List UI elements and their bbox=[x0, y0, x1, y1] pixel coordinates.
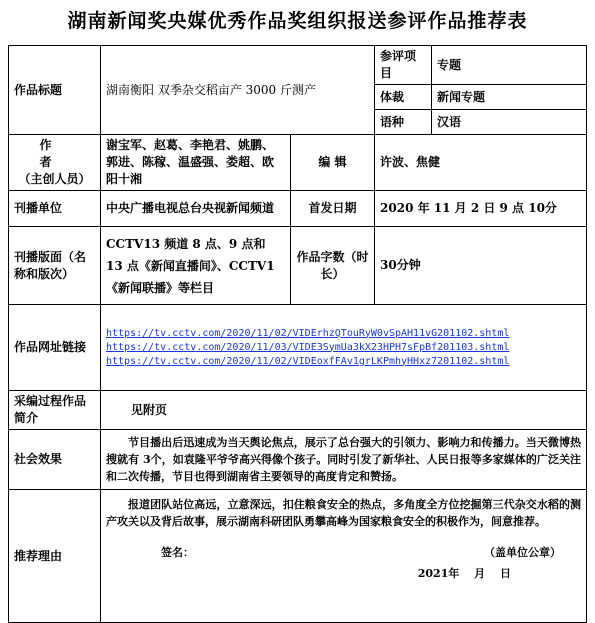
signature-row bbox=[106, 544, 581, 561]
genre-value: 新闻专题 bbox=[432, 85, 587, 110]
first-date-label: 首发日期 bbox=[291, 191, 375, 227]
effect-label: 社会效果 bbox=[9, 430, 101, 490]
seal-label: （盖单位公章） bbox=[484, 546, 562, 559]
work-link-2[interactable]: https://tv.cctv.com/2020/11/03/VIDE3SymUa3kX23HPH7sFpBf201103.shtml bbox=[106, 341, 510, 353]
author-value: 谢宝军、赵葛、李艳君、姚鹏、郭进、陈稼、温盛强、娄超、欧阳十湘 bbox=[101, 135, 291, 191]
language-value: 汉语 bbox=[432, 110, 587, 135]
process-label: 采编过程作品简介 bbox=[9, 391, 101, 430]
work-title-value: 湖南衡阳 双季杂交稻亩产 3000 斤测产 bbox=[101, 46, 375, 135]
sign-label: 签名： bbox=[161, 546, 194, 559]
recommend-value: 报道团队站位高远，立意深远，扣住粮食安全的热点，多角度全方位挖掘第三代杂交水稻的测产攻关以及背后故事，展示湖南科研团队勇攀高峰为国家粮食安全的积极作为，间意推荐。 bbox=[106, 498, 582, 528]
recommendation-form-table bbox=[8, 45, 587, 623]
author-label-bottom: （主创人员） bbox=[18, 172, 91, 186]
publisher-label: 刊播单位 bbox=[9, 191, 101, 227]
table-row bbox=[9, 391, 587, 430]
author-label bbox=[9, 135, 101, 191]
table-row bbox=[9, 430, 587, 490]
edition-value: CCTV13 频道 8 点、9 点和 13 点《新闻直播间》、CCTV1《新闻联播》等栏目 bbox=[101, 227, 291, 305]
table-row bbox=[9, 135, 587, 191]
process-value: 见附页 bbox=[101, 391, 587, 430]
work-link-3[interactable]: https://tv.cctv.com/2020/11/02/VIDEoxfFAv1grLKPmhyHHxz7201102.shtml bbox=[106, 355, 510, 367]
table-row bbox=[9, 46, 587, 85]
page-title: 湖南新闻奖央媒优秀作品奖组织报送参评作品推荐表 bbox=[67, 10, 528, 32]
category-value: 专题 bbox=[432, 46, 587, 85]
effect-value: 节目播出后迅速成为当天舆论焦点，展示了总台强大的引领力、影响力和传播力。当天微博热搜就有 3个，如袁隆平爷爷高兴得像个孩子。同时引发了新华社、人民日报等多家媒体的广泛关注和二次传播，节目也得到湖南省主要领导的高度肯定和赞扬。 bbox=[101, 430, 587, 490]
date-label: 2021年 月 日 bbox=[417, 567, 512, 580]
links-label: 作品网址链接 bbox=[9, 305, 101, 391]
recommend-cell bbox=[101, 490, 587, 623]
category-label: 参评项目 bbox=[375, 46, 432, 85]
table-row bbox=[9, 191, 587, 227]
table-row bbox=[9, 490, 587, 623]
length-value: 30分钟 bbox=[375, 227, 587, 305]
first-date-value: 2020 年 11 月 2 日 9 点 10分 bbox=[375, 191, 587, 227]
edition-label: 刊播版面（名称和版次） bbox=[9, 227, 101, 305]
genre-label: 体裁 bbox=[375, 85, 432, 110]
work-link-1[interactable]: https://tv.cctv.com/2020/11/02/VIDErhzQTouRyW0vSpAH11vG201102.shtml bbox=[106, 327, 510, 339]
publisher-value: 中央广播电视总台央视新闻频道 bbox=[101, 191, 291, 227]
recommend-label: 推荐理由 bbox=[9, 490, 101, 623]
table-row bbox=[9, 305, 587, 391]
links-cell bbox=[101, 305, 587, 391]
editor-label: 编 辑 bbox=[291, 135, 375, 191]
length-label: 作品字数（时长） bbox=[291, 227, 375, 305]
author-label-top: 作 者 bbox=[39, 138, 70, 169]
editor-value: 许波、焦健 bbox=[375, 135, 587, 191]
work-title-label: 作品标题 bbox=[9, 46, 101, 135]
language-label: 语种 bbox=[375, 110, 432, 135]
table-row bbox=[9, 227, 587, 305]
